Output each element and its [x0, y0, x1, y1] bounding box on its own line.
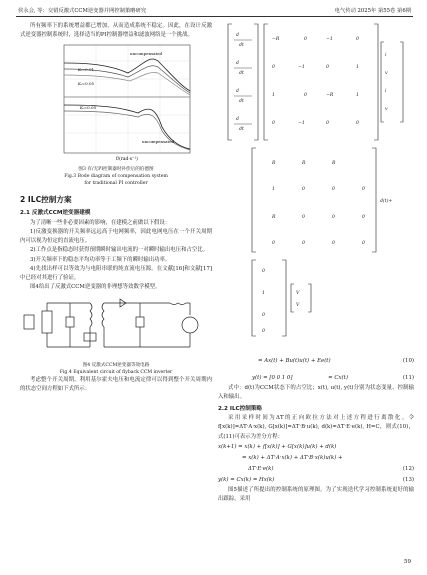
filter-inductor: [170, 303, 186, 305]
svg-text:v: v: [385, 107, 388, 112]
capacitor-in: [66, 317, 74, 327]
section-2-1-heading: 2.1 反激式CCM逆变器建模: [20, 210, 91, 217]
svg-text:1: 1: [272, 187, 275, 192]
svg-text:V: V: [296, 303, 300, 308]
svg-text:0: 0: [304, 93, 307, 98]
equation-11: [218, 373, 414, 384]
legend-k2: Kᵢ=0.05: [78, 81, 95, 87]
svg-text:d(t)+: d(t)+: [380, 199, 393, 204]
svg-text:1: 1: [356, 65, 359, 70]
svg-text:0: 0: [272, 65, 275, 70]
paragraph-discretization: 采用采样时间为ΔT的正向欧拉方法对上述方程进行离散化。令f[x(k)]=ΔT·A·x(k), G[x(k)]=ΔT·B·u(k), d(k)=ΔT·E·e(k), H=C，则式(10)，式(11)可表示为差分方程：: [218, 415, 414, 440]
paragraph-state-space-intro: 考虑整个开关周期，利用基尔霍夫电压和电流定律可以得到整个开关周期内的状态空间方程如下式所示：: [20, 376, 212, 393]
primary-winding: [90, 303, 92, 327]
figure-3: [20, 43, 212, 187]
svg-text:dt: dt: [239, 71, 244, 76]
right-column: [218, 22, 414, 504]
svg-text:0: 0: [356, 37, 359, 42]
svg-text:dt: dt: [239, 43, 244, 48]
svg-text:d: d: [236, 61, 239, 66]
svg-text:−R: −R: [326, 93, 334, 98]
grid-source: [182, 317, 198, 333]
svg-text:0: 0: [262, 269, 265, 274]
equation-10: [218, 356, 414, 367]
circuit-diagram: [20, 295, 212, 357]
svg-text:0: 0: [302, 215, 305, 220]
svg-text:0: 0: [326, 65, 329, 70]
svg-text:0: 0: [272, 121, 275, 126]
paragraph-intro: 所有频率下的系统增益都已增加，从而造成系统不稳定。因此，在设计反激式逆变器控制系统时，选择适当的PI控制器增益和滤波网络是一个挑战。: [20, 23, 212, 39]
svg-text:d: d: [236, 33, 239, 38]
svg-text:0: 0: [332, 187, 335, 192]
svg-text:0: 0: [332, 215, 335, 220]
capacitor-out: [136, 317, 144, 327]
svg-text:R: R: [272, 161, 276, 166]
svg-text:i: i: [385, 53, 387, 58]
figure-4-caption-en: Fig.4 Equivalent circuit of flyback CCM inverter: [59, 369, 173, 375]
legend-uncompensated-bottom: uncompensated: [142, 139, 175, 145]
svg-text:i: i: [385, 89, 387, 94]
svg-text:1: 1: [356, 93, 359, 98]
paragraph-assumption-4: 4)先找出样可以等效为与电阻串联的纯直流电压源。在文献[16]和文献[17]中已经对其进行了验证。: [20, 265, 212, 281]
eq10-number: (10): [402, 358, 414, 365]
state-space-matrix-equation: [222, 22, 404, 356]
svg-text:0: 0: [262, 329, 265, 334]
paragraph-figure5-intro: 图5描述了所提出的控制系统的原理图。为了实现迭代学习控制系统更好的输出跟踪，采用: [218, 486, 414, 502]
bode-plot: [20, 43, 212, 161]
svg-text:−1: −1: [326, 37, 333, 42]
svg-text:dt: dt: [239, 99, 244, 104]
svg-text:−1: −1: [298, 65, 305, 70]
svg-text:d: d: [236, 117, 239, 122]
matrix-graphic: [222, 22, 412, 352]
svg-text:1: 1: [272, 93, 275, 98]
eq12-line-2: = x(k) + ΔT·A·x(k) + ΔT·B·x(k)u(k) +: [242, 454, 343, 461]
equation-12-line-2: [218, 453, 414, 464]
section-2-2-heading: 2.2 ILC控制策略: [218, 405, 262, 412]
paragraph-assumptions: 为了清晰一些非必要因素的影响，在建模之前做以下假设：: [30, 219, 171, 226]
eq11-lhs: y(t) = [0 0 1 0]: [252, 375, 293, 382]
figure-3-caption-en-1: Fig.3 Bode diagram of compensation system: [64, 173, 168, 179]
svg-text:−1: −1: [298, 121, 305, 126]
paragraph-model-intro: 图4给出了反激式CCM逆变器的非理想等效数学模型。: [30, 284, 161, 291]
pv-source: [24, 315, 34, 329]
header-journal-info: 电气传动 2025年 第55卷 第6期: [334, 8, 411, 14]
svg-text:0: 0: [362, 187, 365, 192]
legend-k1: Kᵢ=0.01: [78, 67, 95, 73]
svg-text:R: R: [332, 161, 336, 166]
section-2-heading: 2 ILC控制方案: [20, 195, 72, 205]
svg-text:v: v: [385, 71, 388, 76]
x-axis-label: f/(rad·s⁻¹): [116, 157, 138, 162]
secondary-winding: [102, 303, 104, 327]
figure-3-caption-cn: 图3 有/无PI控制器时补偿后的伯德图: [78, 166, 154, 172]
page-number: 59: [404, 559, 411, 565]
running-header: [16, 6, 413, 17]
paragraph-assumption-2: 2)工作点是指稳态时获得预期瞬时输出电流的一对瞬时输出电压和占空比。: [30, 247, 209, 254]
figure-4: [20, 295, 212, 376]
equation-13: [218, 475, 414, 486]
paragraph-assumption-3: 3)开关频率下的稳态平均功率等于工频下的瞬时输出功率。: [30, 256, 171, 263]
svg-text:R: R: [302, 161, 306, 166]
figure-4-caption-cn: 图4 反激式CCM逆变器等效电路: [82, 362, 150, 368]
svg-text:1: 1: [262, 291, 265, 296]
eq12-line-3: ΔT·E·e(k): [248, 465, 274, 472]
eq12-line-1: x(k+1) = x(k) + f[x(k)] + G[x(k)]u(k) + d(k): [218, 443, 337, 450]
svg-text:V: V: [296, 291, 300, 296]
svg-text:0: 0: [272, 241, 275, 246]
svg-text:0: 0: [362, 215, 365, 220]
figure-3-caption-en-2: for traditional PI controller: [84, 181, 148, 187]
paragraph-definitions: 式中：d(t)为CCM状态下的占空比；x(t), u(t), y(t)分别为状态变量、控制输入和输出。: [218, 385, 414, 401]
legend-k3: Kᵢ=0.05: [80, 105, 97, 111]
svg-text:R: R: [272, 215, 276, 220]
eq13-number: (13): [402, 476, 414, 483]
eq11-number: (11): [402, 375, 414, 382]
svg-text:dt: dt: [239, 127, 244, 132]
eq10-rhs: = Ax(t) + Bu(t)u(t) + Ee(t): [258, 358, 331, 365]
paragraph-assumption-1: 1)反激变换器的开关频率远远高于电网频率，因此电网电压在一个开关周期内可以视为恒定的直流电压。: [20, 228, 212, 245]
svg-text:0: 0: [304, 37, 307, 42]
legend-uncompensated-top: uncompensated: [130, 51, 163, 57]
svg-text:0: 0: [356, 121, 359, 126]
left-column: [20, 22, 212, 394]
svg-text:0: 0: [326, 121, 329, 126]
svg-text:−R: −R: [272, 37, 280, 42]
svg-text:d: d: [236, 89, 239, 94]
svg-text:0: 0: [262, 313, 265, 318]
equation-12-line-3: [218, 464, 414, 475]
eq11-rhs: = Cx(t): [328, 375, 348, 382]
svg-text:0: 0: [362, 241, 365, 246]
header-authors-title: 侯永会, 等：交错反激式CCM逆变器并网控制策略研究: [18, 8, 147, 14]
svg-text:0: 0: [302, 241, 305, 246]
eq12-number: (12): [402, 465, 414, 472]
source-block: [42, 311, 52, 333]
plot-frame: [64, 45, 190, 153]
equation-12-line-1: [218, 442, 414, 453]
eq13-body: y(k) = Cx(k) = Hx(k): [218, 476, 275, 483]
svg-text:0: 0: [302, 187, 305, 192]
svg-text:0: 0: [332, 241, 335, 246]
